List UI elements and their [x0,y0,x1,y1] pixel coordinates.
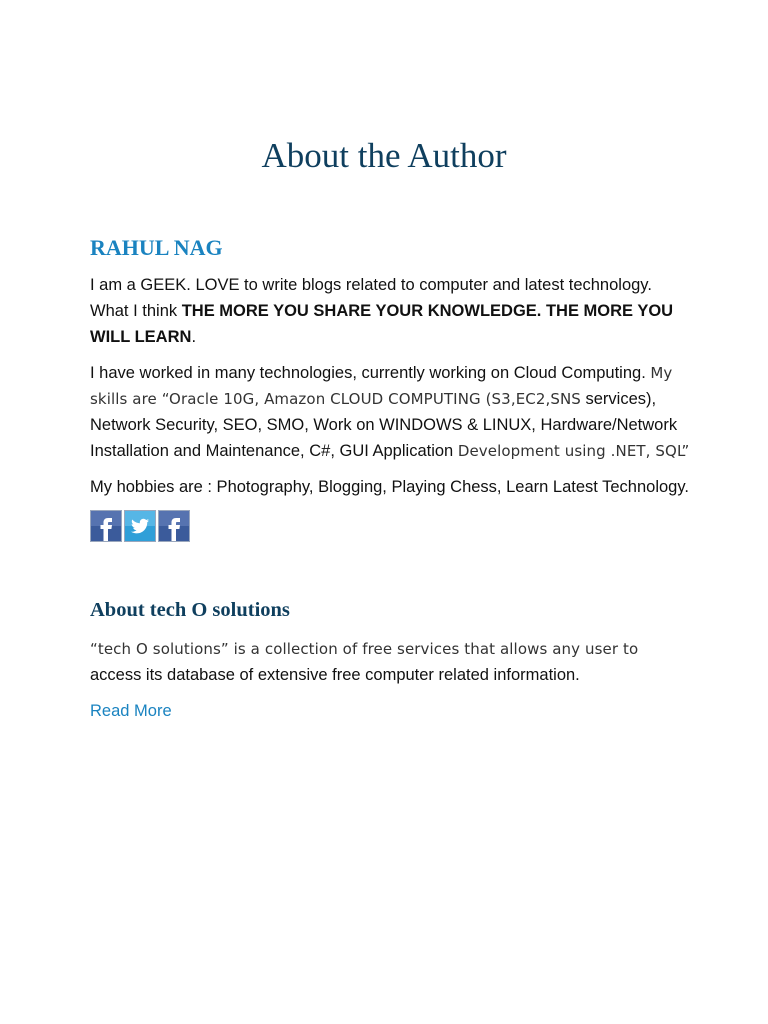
author-bio [90,272,690,350]
facebook-icon[interactable] [90,510,122,542]
about-description [90,636,690,688]
author-section [90,234,690,724]
bio-text: I am a GEEK. LOVE to write blogs related to computer and latest technology. What I think [90,276,652,320]
about-desc-part2: access its database of extensive free computer related information. [90,666,580,684]
work-line: I have worked in many technologies, currently working on Cloud Computing. [90,364,646,382]
social-links [90,510,690,542]
read-more-link[interactable]: Read More [90,702,172,720]
twitter-icon[interactable] [124,510,156,542]
bio-motto: THE MORE YOU SHARE YOUR KNOWLEDGE. THE MORE YOU WILL LEARN [90,302,674,346]
author-skills [90,360,690,464]
author-hobbies: My hobbies are : Photography, Blogging, Playing Chess, Learn Latest Technology. [90,478,689,496]
skills-text-part3: Development using .NET, SQL” [457,442,690,460]
facebook-icon[interactable] [158,510,190,542]
skills-text-part2: services), Network Security, SEO, SMO, Work on WINDOWS & LINUX, Hardware/Network Installation and Maintenance, C#, GUI Application [90,390,678,460]
about-desc-part1: “tech O solutions” is a collection of free services that allows any user to [90,640,639,658]
page-title: About the Author [261,136,507,175]
bio-end: . [191,328,197,346]
about-heading: About tech O solutions [90,599,290,621]
author-name: RAHUL NAG [90,235,223,260]
skills-text-part1: My skills are “Oracle 10G, Amazon CLOUD COMPUTING (S3,EC2,SNS [90,364,673,408]
